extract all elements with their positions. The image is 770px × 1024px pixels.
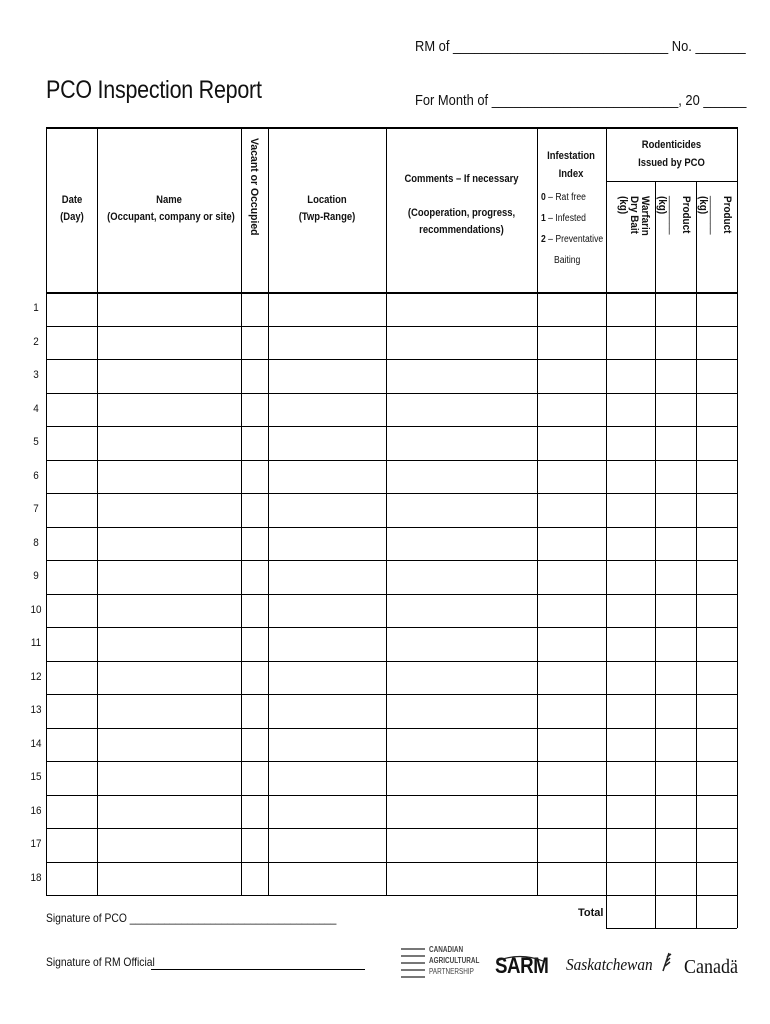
table-cell[interactable] xyxy=(656,528,696,561)
table-cell[interactable] xyxy=(98,528,241,561)
table-cell[interactable] xyxy=(656,628,696,661)
table-cell[interactable] xyxy=(538,662,606,695)
table-cell[interactable] xyxy=(538,461,606,494)
col-comments-header: Comments – If necessary (Cooperation, progress, recommendations) xyxy=(404,173,519,236)
table-cell[interactable] xyxy=(656,662,696,695)
table-cell[interactable] xyxy=(242,662,268,695)
table-cell[interactable] xyxy=(656,327,696,360)
table-cell[interactable] xyxy=(656,729,696,762)
row-number: 14 xyxy=(30,737,42,750)
table-cell[interactable] xyxy=(697,561,737,594)
rod-warfarin-header: Warfarin Dry Bait (kg) xyxy=(617,196,651,236)
infestation-level: 1 – Infested xyxy=(541,213,586,224)
table-cell[interactable] xyxy=(98,561,241,594)
table-cell[interactable] xyxy=(242,729,268,762)
table-cell[interactable] xyxy=(47,461,97,494)
table-cell[interactable] xyxy=(697,762,737,795)
table-cell[interactable] xyxy=(538,695,606,728)
total-box-line xyxy=(737,895,738,928)
table-cell[interactable] xyxy=(538,528,606,561)
table-cell[interactable] xyxy=(387,293,537,326)
table-cell[interactable] xyxy=(387,829,537,862)
table-cell[interactable] xyxy=(387,561,537,594)
table-cell[interactable] xyxy=(242,394,268,427)
table-cell[interactable] xyxy=(269,595,386,628)
table-cell[interactable] xyxy=(242,695,268,728)
row-number: 10 xyxy=(30,603,42,616)
table-cell[interactable] xyxy=(387,528,537,561)
sarm-logo: SARM xyxy=(495,953,549,978)
table-cell[interactable] xyxy=(697,293,737,326)
table-cell[interactable] xyxy=(387,695,537,728)
row-number: 15 xyxy=(30,771,42,783)
row-number: 8 xyxy=(33,536,39,549)
table-cell[interactable] xyxy=(47,695,97,728)
table-cell[interactable] xyxy=(269,829,386,862)
table-cell[interactable] xyxy=(656,595,696,628)
table-cell[interactable] xyxy=(269,863,386,896)
table-cell[interactable] xyxy=(697,360,737,393)
rod-product2-header: Product _______ (kg) xyxy=(697,196,733,235)
table-cell[interactable] xyxy=(538,561,606,594)
table-cell[interactable] xyxy=(538,360,606,393)
table-cell[interactable] xyxy=(607,762,655,795)
table-cell[interactable] xyxy=(697,796,737,829)
table-cell[interactable] xyxy=(269,796,386,829)
table-cell[interactable] xyxy=(387,595,537,628)
table-cell[interactable] xyxy=(656,863,696,896)
row-number: 11 xyxy=(30,637,42,649)
table-cell[interactable] xyxy=(387,762,537,795)
month-line: For Month of __________________________, 20 ______ xyxy=(415,92,747,109)
table-cell[interactable] xyxy=(387,394,537,427)
table-cell[interactable] xyxy=(607,394,655,427)
table-top-border xyxy=(46,127,738,129)
rm-line: RM of ______________________________ No. _______ xyxy=(415,38,746,55)
infestation-level: 2 – Preventative xyxy=(541,234,604,245)
table-cell[interactable] xyxy=(269,662,386,695)
table-cell[interactable] xyxy=(269,327,386,360)
rm-official-signature-line[interactable] xyxy=(151,969,365,970)
table-cell[interactable] xyxy=(47,628,97,661)
col-name-header: Name (Occupant, company or site) xyxy=(107,194,235,223)
row-number: 7 xyxy=(33,503,39,515)
table-cell[interactable] xyxy=(47,327,97,360)
col-location-header: Location (Twp-Range) xyxy=(298,194,356,223)
table-cell[interactable] xyxy=(47,662,97,695)
table-cell[interactable] xyxy=(656,561,696,594)
table-cell[interactable] xyxy=(538,327,606,360)
table-cell[interactable] xyxy=(656,360,696,393)
table-col-line xyxy=(737,127,738,895)
row-number: 4 xyxy=(33,402,39,415)
col-vacant-header: Vacant or Occupied xyxy=(248,138,260,236)
table-cell[interactable] xyxy=(98,863,241,896)
table-cell[interactable] xyxy=(269,293,386,326)
table-cell[interactable] xyxy=(656,695,696,728)
table-cell[interactable] xyxy=(47,729,97,762)
table-cell[interactable] xyxy=(607,427,655,460)
table-cell[interactable] xyxy=(607,293,655,326)
table-cell[interactable] xyxy=(538,427,606,460)
table-cell[interactable] xyxy=(98,494,241,527)
table-cell[interactable] xyxy=(538,729,606,762)
table-cell[interactable] xyxy=(607,561,655,594)
table-cell[interactable] xyxy=(387,360,537,393)
rm-official-signature-label: Signature of RM Official xyxy=(46,955,155,969)
table-cell[interactable] xyxy=(242,863,268,896)
table-cell[interactable] xyxy=(98,695,241,728)
rodenticides-sub-line xyxy=(606,181,737,182)
row-number: 1 xyxy=(33,302,39,314)
table-cell[interactable] xyxy=(47,394,97,427)
table-cell[interactable] xyxy=(242,528,268,561)
table-cell[interactable] xyxy=(98,293,241,326)
table-cell[interactable] xyxy=(269,729,386,762)
row-number: 12 xyxy=(30,670,42,683)
table-cell[interactable] xyxy=(538,863,606,896)
table-cell[interactable] xyxy=(98,829,241,862)
pco-signature-field[interactable]: Signature of PCO ____________________________________ xyxy=(46,911,337,925)
table-cell[interactable] xyxy=(269,461,386,494)
table-cell[interactable] xyxy=(98,762,241,795)
table-cell[interactable] xyxy=(387,427,537,460)
table-cell[interactable] xyxy=(98,729,241,762)
table-cell[interactable] xyxy=(656,796,696,829)
table-cell[interactable] xyxy=(697,394,737,427)
table-cell[interactable] xyxy=(697,528,737,561)
table-cell[interactable] xyxy=(538,829,606,862)
table-cell[interactable] xyxy=(697,695,737,728)
table-cell[interactable] xyxy=(697,327,737,360)
row-number: 17 xyxy=(30,838,42,850)
table-cell[interactable] xyxy=(387,863,537,896)
table-cell[interactable] xyxy=(98,360,241,393)
table-cell[interactable] xyxy=(656,829,696,862)
table-cell[interactable] xyxy=(47,494,97,527)
canada-wordmark-logo: Canadä xyxy=(684,956,738,978)
table-cell[interactable] xyxy=(697,461,737,494)
infestation-level: Baiting xyxy=(554,255,581,266)
total-cell[interactable] xyxy=(607,896,655,928)
table-cell[interactable] xyxy=(98,427,241,460)
table-cell[interactable] xyxy=(607,796,655,829)
infestation-level: 0 – Rat free xyxy=(541,192,586,203)
canadian-agricultural-partnership-logo: CANADIAN AGRICULTURAL PARTNERSHIP xyxy=(401,944,476,988)
table-cell[interactable] xyxy=(607,360,655,393)
rod-product1-header: Product _______ (kg) xyxy=(656,196,692,235)
row-number: 3 xyxy=(33,369,39,381)
table-cell[interactable] xyxy=(47,528,97,561)
table-cell[interactable] xyxy=(697,729,737,762)
table-cell[interactable] xyxy=(98,327,241,360)
sarm-logo-arc-icon xyxy=(495,949,545,955)
table-cell[interactable] xyxy=(47,863,97,896)
table-cell[interactable] xyxy=(47,595,97,628)
table-cell[interactable] xyxy=(47,360,97,393)
table-cell[interactable] xyxy=(242,762,268,795)
row-number: 13 xyxy=(30,704,42,716)
table-cell[interactable] xyxy=(607,528,655,561)
table-cell[interactable] xyxy=(98,595,241,628)
table-cell[interactable] xyxy=(697,863,737,896)
table-cell[interactable] xyxy=(607,628,655,661)
table-cell[interactable] xyxy=(607,729,655,762)
table-cell[interactable] xyxy=(269,695,386,728)
table-cell[interactable] xyxy=(607,494,655,527)
total-label: Total xyxy=(578,907,604,919)
table-cell[interactable] xyxy=(697,595,737,628)
table-cell[interactable] xyxy=(47,829,97,862)
table-cell[interactable] xyxy=(697,628,737,661)
table-cell[interactable] xyxy=(242,327,268,360)
wheat-sheaf-icon xyxy=(660,950,672,972)
table-cell[interactable] xyxy=(607,327,655,360)
table-cell[interactable] xyxy=(242,796,268,829)
table-cell[interactable] xyxy=(47,796,97,829)
table-cell[interactable] xyxy=(269,628,386,661)
table-cell[interactable] xyxy=(242,595,268,628)
table-cell[interactable] xyxy=(697,494,737,527)
table-cell[interactable] xyxy=(656,427,696,460)
row-number: 5 xyxy=(33,436,39,448)
table-cell[interactable] xyxy=(269,394,386,427)
table-cell[interactable] xyxy=(607,595,655,628)
table-cell[interactable] xyxy=(242,293,268,326)
col-infestation-header: Infestation Index xyxy=(547,150,595,180)
table-cell[interactable] xyxy=(387,628,537,661)
table-cell[interactable] xyxy=(242,561,268,594)
table-cell[interactable] xyxy=(656,293,696,326)
table-cell[interactable] xyxy=(242,360,268,393)
table-cell[interactable] xyxy=(242,494,268,527)
table-cell[interactable] xyxy=(98,394,241,427)
table-cell[interactable] xyxy=(269,762,386,795)
table-cell[interactable] xyxy=(242,829,268,862)
table-cell[interactable] xyxy=(98,461,241,494)
table-cell[interactable] xyxy=(47,561,97,594)
total-cell[interactable] xyxy=(656,896,696,928)
saskatchewan-logo: Saskatchewan xyxy=(566,955,653,974)
table-cell[interactable] xyxy=(98,796,241,829)
table-cell[interactable] xyxy=(269,360,386,393)
table-cell[interactable] xyxy=(98,628,241,661)
table-cell[interactable] xyxy=(242,628,268,661)
table-cell[interactable] xyxy=(656,461,696,494)
table-cell[interactable] xyxy=(607,662,655,695)
table-cell[interactable] xyxy=(538,293,606,326)
table-cell[interactable] xyxy=(538,628,606,661)
table-cell[interactable] xyxy=(538,394,606,427)
table-cell[interactable] xyxy=(387,461,537,494)
table-cell[interactable] xyxy=(697,829,737,862)
table-cell[interactable] xyxy=(387,327,537,360)
total-box-bottom xyxy=(606,928,737,929)
table-cell[interactable] xyxy=(269,427,386,460)
table-cell[interactable] xyxy=(538,494,606,527)
table-cell[interactable] xyxy=(98,662,241,695)
table-cell[interactable] xyxy=(697,427,737,460)
col-date-header: Date (Day) xyxy=(60,194,84,223)
row-number: 18 xyxy=(30,871,42,884)
table-cell[interactable] xyxy=(538,796,606,829)
col-rodenticides-header: Rodenticides Issued by PCO xyxy=(638,139,705,169)
table-cell[interactable] xyxy=(47,293,97,326)
table-cell[interactable] xyxy=(656,394,696,427)
table-cell[interactable] xyxy=(269,561,386,594)
table-cell[interactable] xyxy=(607,461,655,494)
table-cell[interactable] xyxy=(538,762,606,795)
table-cell[interactable] xyxy=(387,796,537,829)
table-cell[interactable] xyxy=(242,427,268,460)
table-cell[interactable] xyxy=(607,695,655,728)
table-cell[interactable] xyxy=(607,829,655,862)
table-cell[interactable] xyxy=(387,662,537,695)
table-cell[interactable] xyxy=(47,427,97,460)
row-number: 9 xyxy=(33,570,39,582)
table-cell[interactable] xyxy=(47,762,97,795)
table-cell[interactable] xyxy=(656,494,696,527)
table-cell[interactable] xyxy=(656,762,696,795)
total-cell[interactable] xyxy=(697,896,737,928)
row-number: 6 xyxy=(33,469,39,482)
row-number: 16 xyxy=(30,804,42,817)
table-cell[interactable] xyxy=(242,461,268,494)
table-cell[interactable] xyxy=(697,662,737,695)
table-cell[interactable] xyxy=(538,595,606,628)
table-cell[interactable] xyxy=(387,729,537,762)
table-cell[interactable] xyxy=(269,494,386,527)
row-number: 2 xyxy=(33,335,39,348)
page-title: PCO Inspection Report xyxy=(46,76,262,104)
table-cell[interactable] xyxy=(387,494,537,527)
table-cell[interactable] xyxy=(607,863,655,896)
table-cell[interactable] xyxy=(269,528,386,561)
